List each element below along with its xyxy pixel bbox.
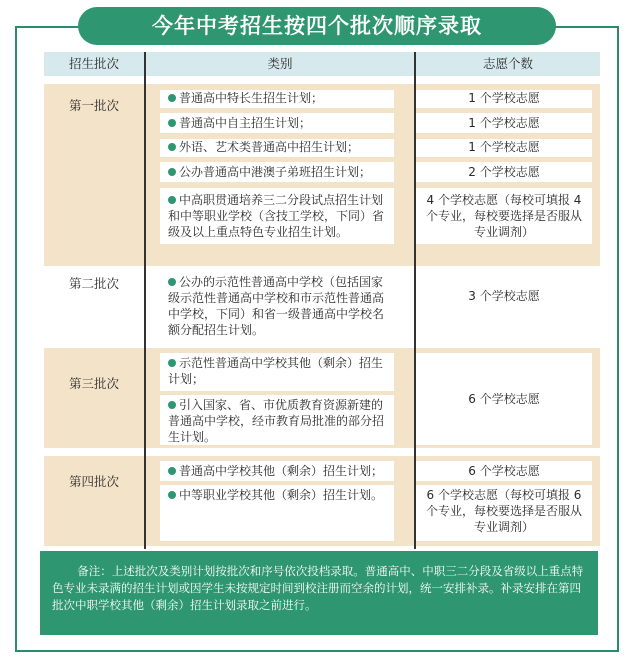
list-item: 示范性普通高中学校其他（剩余）招生计划； — [160, 353, 394, 391]
header-category: 类别 — [146, 52, 414, 76]
list-item: 中等职业学校其他（剩余）招生计划。 — [160, 485, 394, 541]
volunteer-count: 6 个学校志愿（每校可填报 6 个专业，每校要选择是否服从专业调剂） — [416, 485, 592, 541]
batch-label-3: 第三批次 — [68, 376, 119, 391]
batch-label-1: 第一批次 — [68, 98, 119, 113]
column-divider — [144, 52, 146, 549]
column-divider — [414, 52, 416, 549]
batch-label-2: 第二批次 — [68, 276, 119, 291]
list-item: 普通高中自主招生计划； — [160, 113, 394, 133]
volunteer-count: 1 个学校志愿 — [416, 90, 592, 108]
list-item: 公办普通高中港澳子弟班招生计划； — [160, 162, 394, 182]
volunteer-count: 6 个学校志愿 — [416, 461, 592, 481]
list-item: 外语、艺术类普通高中招生计划； — [160, 139, 394, 157]
bullet-icon — [168, 491, 176, 499]
bullet-icon — [168, 94, 176, 102]
bullet-icon — [168, 119, 176, 127]
list-item: 中高职贯通培养三二分段试点招生计划和中等职业学校（含技工学校，下同）省级及以上重点特色专业招生计划。 — [160, 188, 394, 244]
volunteer-count: 4 个学校志愿（每校可填报 4 个专业，每校要选择是否服从专业调剂） — [416, 188, 592, 244]
volunteer-count: 6 个学校志愿 — [416, 353, 592, 445]
footnote: 备注：上述批次及类别计划按批次和序号依次投档录取。普通高中、中职三二分段及省级以上重点特色专业未录满的招生计划或因学生未按规定时间到校注册而空余的计划，统一安排补录。补录安排在第四批次中职学校其他（剩余）招生计划录取之前进行。 — [40, 551, 598, 635]
list-item: 普通高中特长生招生计划； — [160, 90, 394, 108]
batch-label-4: 第四批次 — [68, 474, 119, 489]
bullet-icon — [168, 359, 176, 367]
bullet-icon — [168, 168, 176, 176]
bullet-icon — [168, 467, 176, 475]
header-count: 志愿个数 — [416, 52, 600, 76]
bullet-icon — [168, 196, 176, 204]
page-title: 今年中考招生按四个批次顺序录取 — [78, 7, 556, 45]
list-item: 普通高中学校其他（剩余）招生计划； — [160, 461, 394, 481]
list-item: 引入国家、省、市优质教育资源新建的普通高中学校，经市教育局批准的部分招生计划。 — [160, 395, 394, 445]
volunteer-count: 3 个学校志愿 — [468, 289, 540, 303]
volunteer-count: 1 个学校志愿 — [416, 139, 592, 157]
volunteer-count: 2 个学校志愿 — [416, 162, 592, 182]
list-item: 公办的示范性普通高中学校（包括国家级示范性普通高中学校和市示范性普通高中学校，下同）和省一级普通高中学校名额分配招生计划。 — [168, 275, 385, 337]
bullet-icon — [168, 401, 176, 409]
bullet-icon — [168, 278, 176, 286]
bullet-icon — [168, 143, 176, 151]
volunteer-count: 1 个学校志愿 — [416, 113, 592, 133]
header-batch: 招生批次 — [44, 52, 144, 76]
